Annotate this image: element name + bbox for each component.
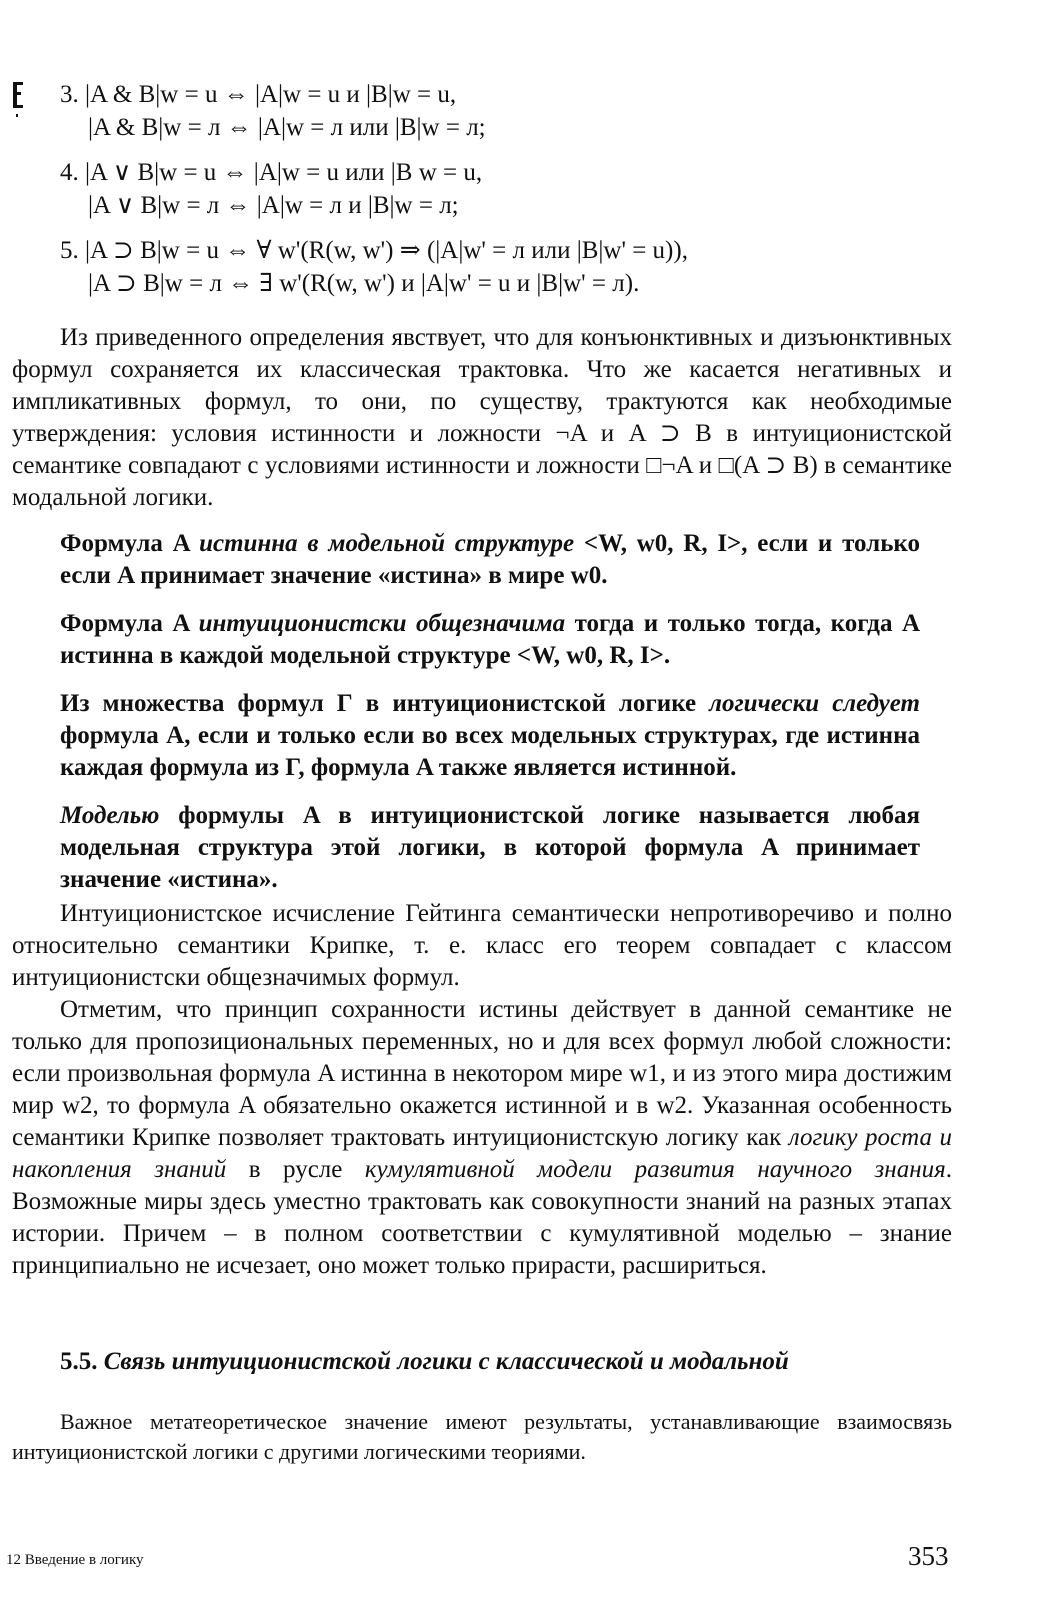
page-number: 353 [908, 1541, 949, 1571]
definitions-block [60, 528, 920, 912]
formula-line: |A & B|w = u ⇔ |A|w = u и |B|w = u, [85, 81, 457, 108]
definition-validity: Формула A интуиционистски общезначима тогда и только тогда, когда A истинна в каждой модельной структуре <W, w0, R, I>. [60, 610, 921, 669]
formula-line: |A ⊃ B|w = u ⇔ ∀ w'(R(w, w') ⇒ (|A|w' = л или |B|w' = u)), [85, 237, 688, 264]
definition-truth: Формула A истинна в модельной структуре <W, w0, R, I>, если и только если A принимает значение «истина» в мире w0. [60, 530, 921, 589]
formula-line: |A ∨ B|w = л ⇔ |A|w = л и |B|w = л; [88, 192, 459, 219]
formula-item [60, 78, 980, 144]
definition-consequence: Из множества формул Г в интуиционистской логике логически следует формула A, если и только если во всех модельных структурах, где истинна каждая формула из Г, формула A также является истинной. [60, 690, 920, 781]
semantic-conditions-list [60, 78, 980, 312]
margin-mark-icon [12, 80, 24, 120]
definition-model: Моделью формулы A в интуиционистской логике называется любая модельная структура этой логики, в которой формула A принимает значение «истина». [60, 802, 920, 893]
formula-number: 3. [60, 81, 79, 108]
formula-line: |A ∨ B|w = u ⇔ |A|w = u или |B w = u, [85, 159, 483, 186]
printer-signature: 12 Введение в логику [6, 1552, 144, 1568]
section-intro-paragraph: Важное метатеоретическое значение имеют результаты, устанавливающие взаимосвязь интуиционистской логики с другими логическими теориями. [12, 1409, 952, 1464]
section-number: 5.5. [60, 1348, 98, 1375]
paragraph-classical-interpretation: Из приведенного определения явствует, что для конъюнктивных и дизъюнктивных формул сохраняется их классическая трактовка. Что же касается негативных и импликативных формул, то они, по существу, трактуются как необходимые утверждения: условия истинности и ложности ¬A и A ⊃ B в интуиционистской семантике совпадают с условиями истинности и ложности □¬A и □(A ⊃ B) в семантике модальной логики. [12, 324, 952, 511]
section-heading [60, 1348, 789, 1376]
formula-number: 4. [60, 159, 79, 186]
paragraph-truth-preservation: Отметим, что принцип сохранности истины действует в данной семантике не только для пропозициональных переменных, но и для всех формул любой сложности: если произвольная формула A истинна в некотором мире w1, и из этого мира достижим мир w2, то формула A обязательно окажется истинной и в w2. Указанная особенность семантики Крипке позволяет трактовать интуиционистскую логику как логику роста и накопления знаний в русле кумулятивной модели развития научного знания. Возможные миры здесь уместно трактовать как совокупности знаний на разных этапах истории. Причем – в полном соответствии с кумулятивной моделью – знание принципиально не исчезает, оно может только прирасти, расшириться. [12, 996, 952, 1279]
formula-number: 5. [60, 237, 79, 264]
formula-item [60, 156, 980, 222]
formula-line: |A & B|w = л ⇔ |A|w = л или |B|w = л; [88, 114, 486, 141]
paragraph-completeness: Интуиционистское исчисление Гейтинга семантически непротиворечиво и полно относительно семантики Крипке, т. е. класс его теорем совпадает с классом интуиционистски общезначимых формул. [12, 900, 952, 991]
section-title: Связь интуиционистской логики с классической и модальной [103, 1348, 789, 1375]
formula-item [60, 234, 980, 300]
formula-line: |A ⊃ B|w = л ⇔ ∃ w'(R(w, w') и |A|w' = u и |B|w' = л). [88, 270, 640, 297]
